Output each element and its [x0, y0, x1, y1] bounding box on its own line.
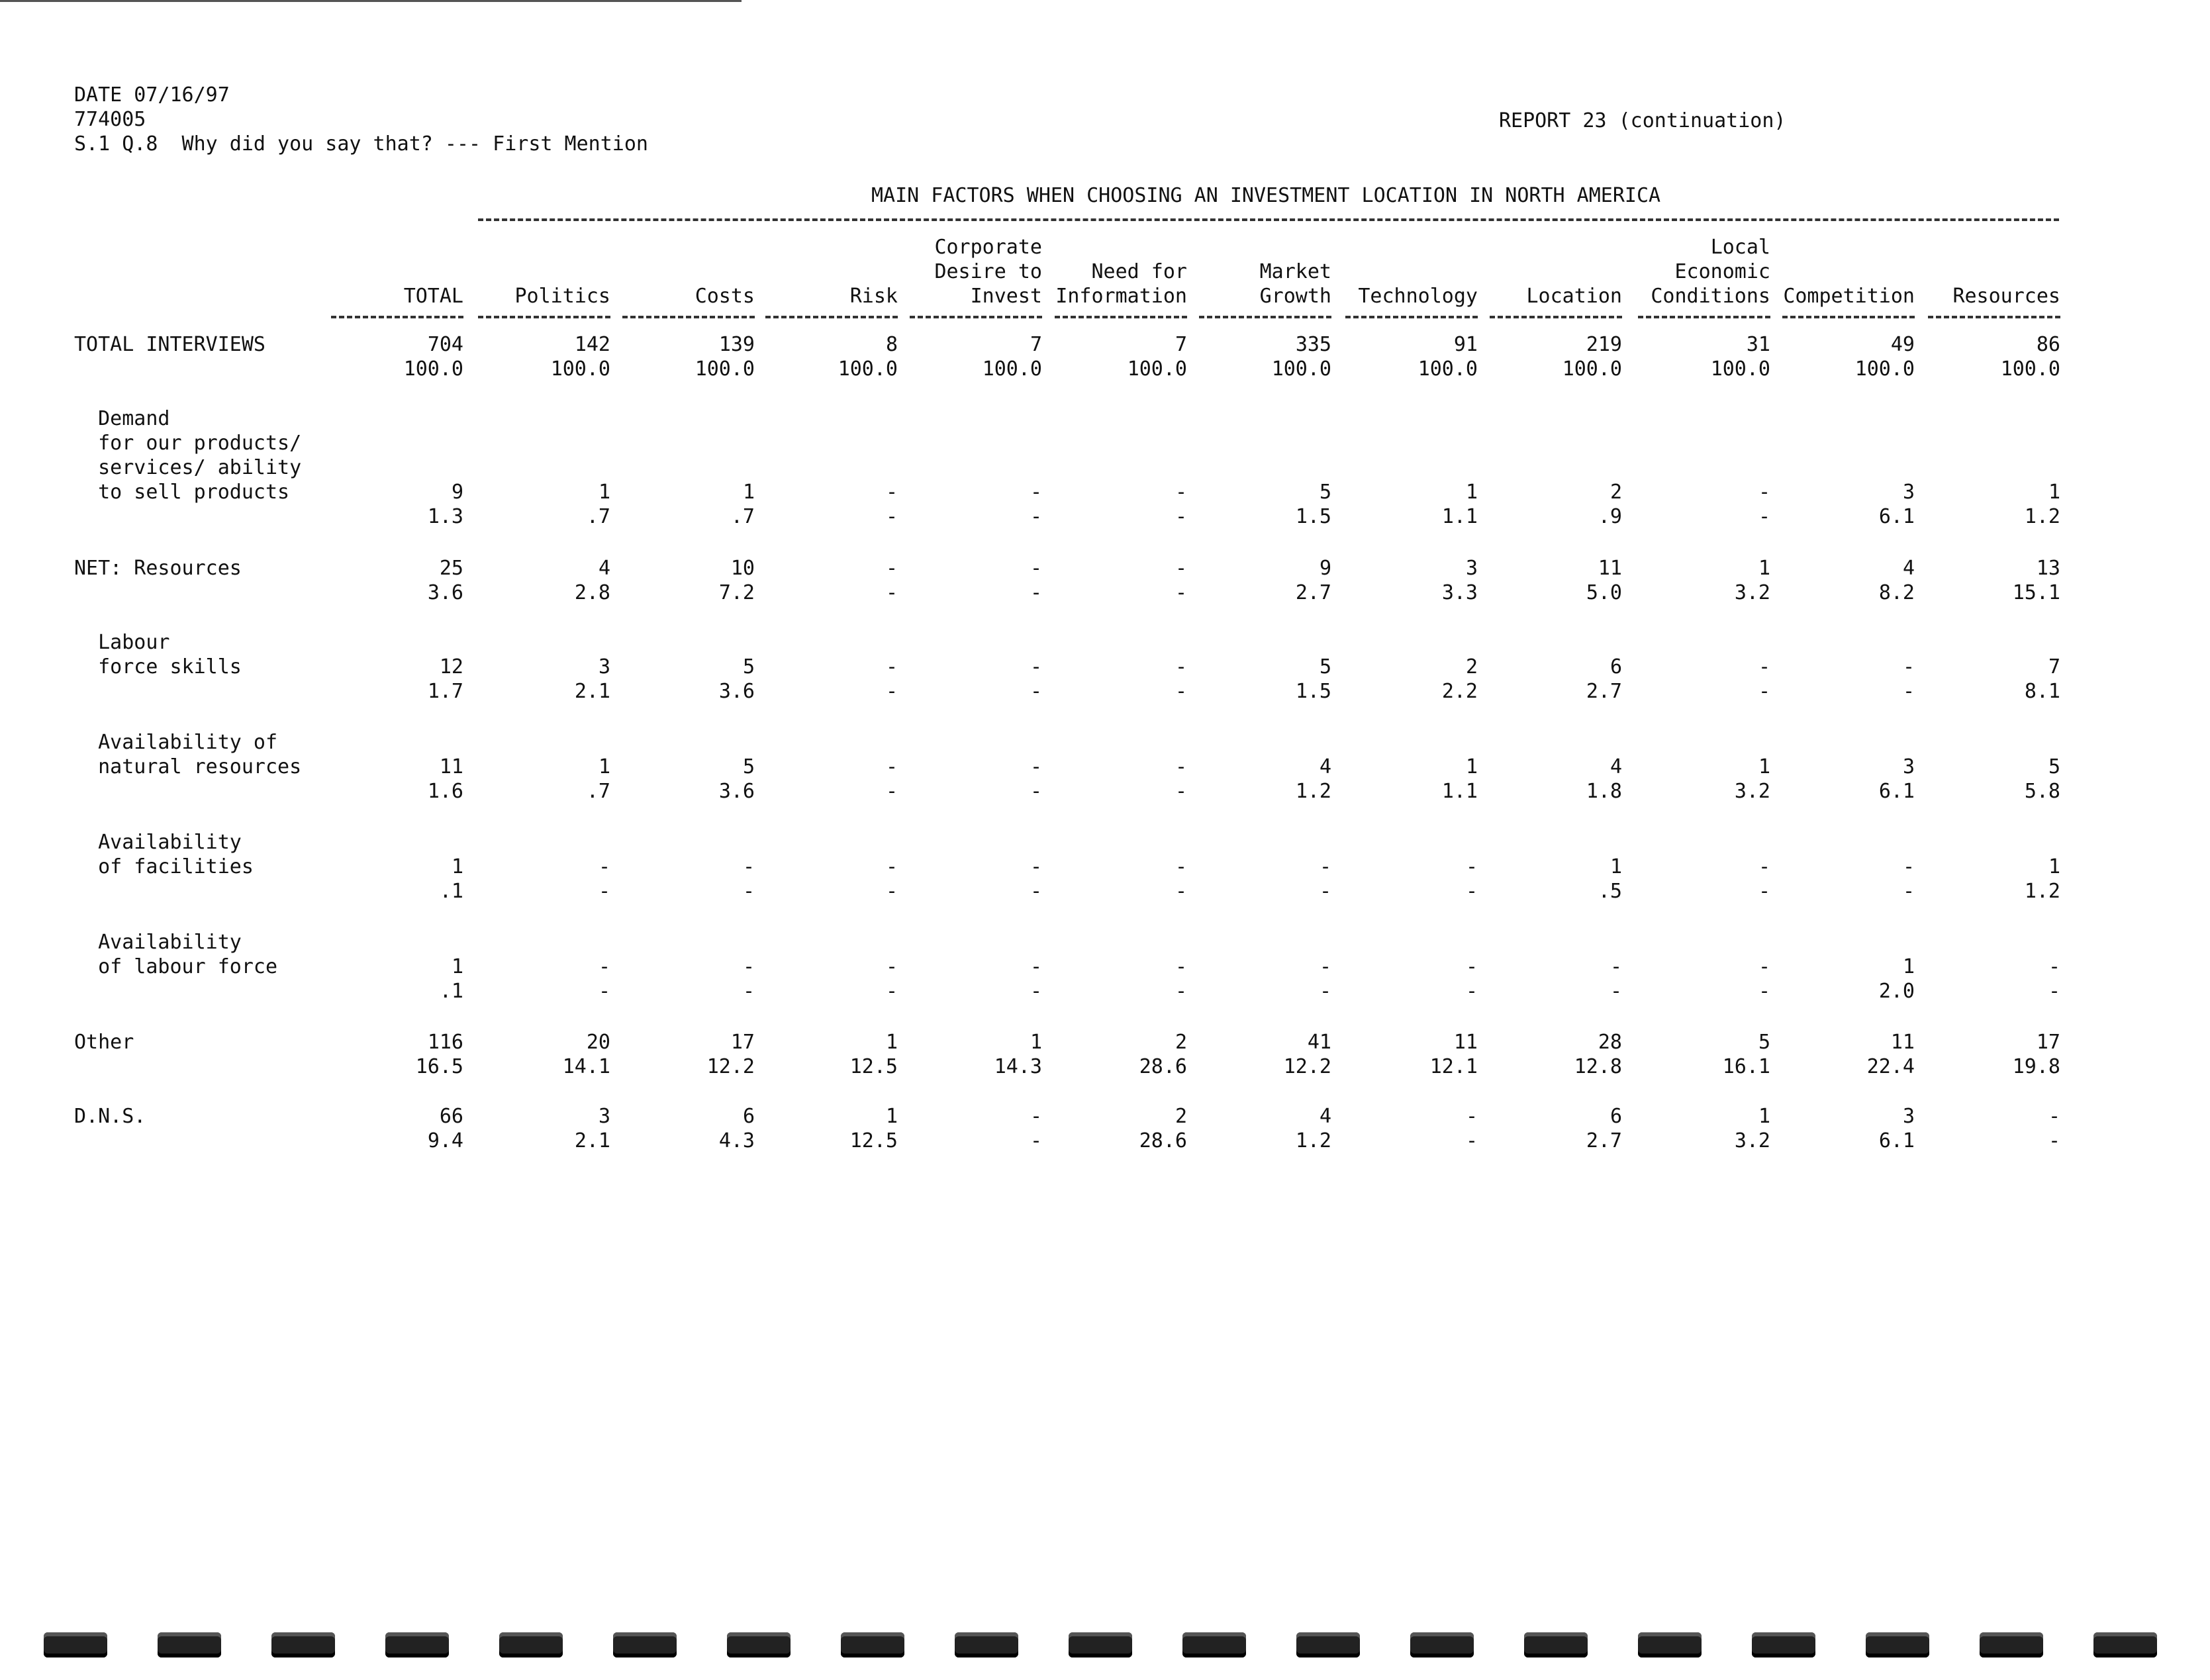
column-header-corporate: Corporate Desire to Invest: [934, 236, 1042, 308]
cell-count: -: [1030, 481, 1042, 504]
cell-percent: 3.6: [718, 680, 755, 703]
cell-count: 3: [1902, 1105, 1915, 1128]
cell-percent: 100.0: [1271, 357, 1331, 381]
cell-percent: 1.7: [427, 680, 463, 703]
cell-percent: -: [1175, 780, 1187, 803]
cell-count: 3: [598, 1105, 610, 1128]
cell-count: 11: [1890, 1031, 1915, 1054]
cell-percent: -: [885, 980, 898, 1003]
cell-count: 25: [439, 557, 463, 580]
cell-count: 5: [1758, 1031, 1770, 1054]
cell-percent: 2.7: [1586, 680, 1622, 703]
cell-percent: 28.6: [1139, 1129, 1187, 1152]
cell-count: -: [742, 955, 755, 978]
column-underline-localecon: [1638, 316, 1770, 318]
cell-count: -: [1030, 855, 1042, 878]
column-underline-competition: [1782, 316, 1915, 318]
cell-count: 17: [730, 1031, 755, 1054]
row-label: Availability of natural resources: [98, 731, 302, 778]
cell-count: 1: [1758, 1105, 1770, 1128]
column-underline-politics: [478, 316, 610, 318]
cell-percent: 100.0: [1710, 357, 1770, 381]
cell-count: -: [2048, 955, 2060, 978]
cell-percent: 1.5: [1295, 680, 1331, 703]
top-edge-rule: [0, 0, 742, 2]
cell-percent: 6.1: [1878, 505, 1915, 528]
cell-percent: 3.2: [1734, 1129, 1770, 1152]
cell-count: -: [1175, 955, 1187, 978]
cell-count: 5: [1319, 655, 1331, 678]
column-underline-risk: [765, 316, 898, 318]
column-header-risk: Risk: [849, 285, 898, 308]
cell-percent: -: [885, 880, 898, 903]
row-label: D.N.S.: [74, 1105, 146, 1128]
cell-percent: -: [2048, 1129, 2060, 1152]
report-id: 774005: [74, 108, 146, 131]
cell-percent: 1.5: [1295, 505, 1331, 528]
cell-percent: 100.0: [695, 357, 755, 381]
cell-percent: -: [1319, 980, 1331, 1003]
cell-count: -: [1175, 655, 1187, 678]
cell-count: -: [1319, 955, 1331, 978]
cell-percent: .1: [439, 980, 463, 1003]
cell-percent: 100.0: [1562, 357, 1622, 381]
cell-percent: 12.1: [1429, 1055, 1478, 1078]
column-underline-total: [331, 316, 463, 318]
cell-percent: -: [2048, 980, 2060, 1003]
column-underline-location: [1490, 316, 1622, 318]
cell-count: 9: [451, 481, 463, 504]
cell-percent: .9: [1598, 505, 1622, 528]
cell-percent: -: [885, 505, 898, 528]
cell-count: -: [1030, 755, 1042, 778]
cell-percent: 12.2: [706, 1055, 755, 1078]
cell-percent: 1.1: [1441, 505, 1478, 528]
cell-count: 2: [1175, 1105, 1187, 1128]
cell-count: 3: [1902, 755, 1915, 778]
cell-percent: 1.2: [2024, 505, 2060, 528]
cell-count: -: [1175, 755, 1187, 778]
cell-percent: .1: [439, 880, 463, 903]
cell-count: -: [1030, 955, 1042, 978]
cell-count: 142: [574, 333, 610, 356]
cell-count: 1: [1030, 1031, 1042, 1054]
cell-count: 4: [1609, 755, 1622, 778]
cell-count: -: [885, 557, 898, 580]
cell-percent: 2.2: [1441, 680, 1478, 703]
column-header-localecon: Local Economic Conditions: [1651, 236, 1770, 308]
column-underline-resources: [1928, 316, 2060, 318]
cell-count: -: [885, 655, 898, 678]
cell-percent: -: [1175, 680, 1187, 703]
banner-title: MAIN FACTORS WHEN CHOOSING AN INVESTMENT LOCATION IN NORTH AMERICA: [871, 184, 1661, 207]
cell-percent: -: [1030, 880, 1042, 903]
binding-hole: [1069, 1632, 1132, 1657]
cell-percent: 1.2: [1295, 1129, 1331, 1152]
cell-count: -: [1465, 855, 1478, 878]
column-underline-needinfo: [1055, 316, 1187, 318]
cell-percent: 100.0: [838, 357, 898, 381]
cell-count: 20: [586, 1031, 610, 1054]
cell-count: 4: [1319, 1105, 1331, 1128]
cell-percent: -: [885, 680, 898, 703]
cell-percent: -: [1609, 980, 1622, 1003]
cell-percent: 12.8: [1574, 1055, 1622, 1078]
cell-percent: 100.0: [1417, 357, 1478, 381]
binding-hole: [44, 1632, 107, 1657]
column-header-resources: Resources: [1952, 285, 2060, 308]
column-header-politics: Politics: [514, 285, 610, 308]
cell-count: 1: [1609, 855, 1622, 878]
cell-percent: -: [885, 780, 898, 803]
cell-count: -: [1902, 855, 1915, 878]
cell-percent: 2.7: [1295, 581, 1331, 604]
cell-percent: 15.1: [2012, 581, 2060, 604]
column-header-needinfo: Need for Information: [1055, 260, 1187, 308]
cell-percent: 100.0: [982, 357, 1042, 381]
column-underline-costs: [622, 316, 755, 318]
cell-percent: -: [1902, 880, 1915, 903]
cell-percent: -: [1758, 980, 1770, 1003]
cell-percent: -: [1175, 980, 1187, 1003]
cell-count: 7: [2048, 655, 2060, 678]
cell-percent: 6.1: [1878, 1129, 1915, 1152]
cell-count: 1: [1758, 557, 1770, 580]
cell-count: -: [1319, 855, 1331, 878]
cell-percent: 2.1: [574, 1129, 610, 1152]
cell-percent: 4.3: [718, 1129, 755, 1152]
cell-percent: -: [1175, 581, 1187, 604]
cell-percent: 1.6: [427, 780, 463, 803]
cell-percent: -: [598, 980, 610, 1003]
cell-count: 1: [1902, 955, 1915, 978]
cell-percent: -: [1175, 880, 1187, 903]
cell-percent: 1.3: [427, 505, 463, 528]
banner-dashed-rule: [478, 218, 2059, 221]
binding-hole: [2093, 1632, 2157, 1657]
binding-hole: [727, 1632, 791, 1657]
cell-percent: 16.5: [415, 1055, 463, 1078]
cell-percent: -: [742, 980, 755, 1003]
cell-count: 12: [439, 655, 463, 678]
cell-percent: -: [1175, 505, 1187, 528]
cell-count: 11: [1453, 1031, 1478, 1054]
cell-count: -: [885, 481, 898, 504]
column-header-technology: Technology: [1358, 285, 1478, 308]
cell-percent: -: [1030, 581, 1042, 604]
cell-percent: 1.8: [1586, 780, 1622, 803]
column-header-competition: Competition: [1783, 285, 1915, 308]
binding-hole: [841, 1632, 904, 1657]
cell-percent: .5: [1598, 880, 1622, 903]
cell-percent: 12.5: [849, 1129, 898, 1152]
cell-count: 5: [2048, 755, 2060, 778]
cell-percent: 3.2: [1734, 581, 1770, 604]
cell-percent: 3.2: [1734, 780, 1770, 803]
cell-count: 4: [1319, 755, 1331, 778]
column-header-market: Market Growth: [1259, 260, 1331, 308]
cell-count: 10: [730, 557, 755, 580]
cell-percent: -: [1758, 880, 1770, 903]
binding-hole: [158, 1632, 221, 1657]
cell-percent: 9.4: [427, 1129, 463, 1152]
cell-percent: 8.1: [2024, 680, 2060, 703]
cell-percent: -: [598, 880, 610, 903]
cell-count: 66: [439, 1105, 463, 1128]
cell-percent: -: [1030, 505, 1042, 528]
cell-percent: 28.6: [1139, 1055, 1187, 1078]
cell-percent: 100.0: [550, 357, 610, 381]
cell-count: 4: [598, 557, 610, 580]
cell-count: -: [1030, 1105, 1042, 1128]
cell-percent: 1.2: [2024, 880, 2060, 903]
cell-count: 6: [1609, 1105, 1622, 1128]
cell-count: 2: [1175, 1031, 1187, 1054]
cell-count: 1: [885, 1031, 898, 1054]
cell-percent: -: [1030, 1129, 1042, 1152]
cell-count: 1: [1758, 755, 1770, 778]
cell-count: 3: [1465, 557, 1478, 580]
cell-count: 91: [1453, 333, 1478, 356]
cell-count: 1: [598, 481, 610, 504]
column-header-total: TOTAL: [403, 285, 463, 308]
cell-percent: 2.0: [1878, 980, 1915, 1003]
cell-count: -: [1758, 955, 1770, 978]
cell-percent: 5.8: [2024, 780, 2060, 803]
row-label: Availability of facilities: [98, 831, 254, 878]
binding-hole: [1410, 1632, 1474, 1657]
cell-percent: 100.0: [403, 357, 463, 381]
cell-percent: 16.1: [1722, 1055, 1770, 1078]
row-label: Demand for our products/ services/ ability to sell products: [98, 407, 302, 504]
binding-hole: [1866, 1632, 1929, 1657]
cell-count: -: [1030, 655, 1042, 678]
cell-count: 1: [885, 1105, 898, 1128]
cell-percent: 3.6: [427, 581, 463, 604]
binding-hole: [1182, 1632, 1246, 1657]
cell-count: -: [1175, 855, 1187, 878]
cell-percent: 100.0: [1854, 357, 1915, 381]
cell-percent: 14.1: [562, 1055, 610, 1078]
cell-count: 13: [2036, 557, 2060, 580]
binding-hole: [955, 1632, 1018, 1657]
cell-percent: .7: [586, 505, 610, 528]
cell-count: 3: [1902, 481, 1915, 504]
cell-count: 9: [1319, 557, 1331, 580]
row-label: NET: Resources: [74, 557, 242, 580]
binding-hole: [1638, 1632, 1702, 1657]
cell-count: 1: [1465, 481, 1478, 504]
cell-percent: -: [885, 581, 898, 604]
cell-percent: 6.1: [1878, 780, 1915, 803]
cell-percent: 22.4: [1866, 1055, 1915, 1078]
column-underline-corporate: [910, 316, 1042, 318]
cell-count: 1: [451, 855, 463, 878]
cell-percent: -: [1465, 880, 1478, 903]
cell-count: -: [1175, 557, 1187, 580]
cell-count: -: [885, 855, 898, 878]
cell-percent: .7: [730, 505, 755, 528]
cell-count: 41: [1307, 1031, 1331, 1054]
cell-count: -: [1175, 481, 1187, 504]
cell-count: -: [885, 955, 898, 978]
cell-percent: 19.8: [2012, 1055, 2060, 1078]
column-underline-technology: [1345, 316, 1478, 318]
question-line: S.1 Q.8 Why did you say that? --- First Mention: [74, 132, 648, 156]
cell-count: 139: [718, 333, 755, 356]
row-label: Labour force skills: [98, 631, 242, 678]
cell-percent: -: [1319, 880, 1331, 903]
report-number: REPORT 23 (continuation): [1499, 109, 1786, 132]
row-label: TOTAL INTERVIEWS: [74, 333, 265, 356]
cell-percent: 7.2: [718, 581, 755, 604]
cell-count: -: [1758, 655, 1770, 678]
binding-hole: [1296, 1632, 1360, 1657]
binding-hole: [1980, 1632, 2043, 1657]
cell-count: -: [1758, 855, 1770, 878]
binding-hole: [1524, 1632, 1588, 1657]
cell-percent: 8.2: [1878, 581, 1915, 604]
cell-percent: -: [1030, 780, 1042, 803]
cell-percent: 5.0: [1586, 581, 1622, 604]
cell-percent: 2.1: [574, 680, 610, 703]
cell-count: -: [885, 755, 898, 778]
cell-count: -: [598, 955, 610, 978]
cell-count: 17: [2036, 1031, 2060, 1054]
cell-count: 5: [1319, 481, 1331, 504]
cell-count: 116: [427, 1031, 463, 1054]
cell-count: 1: [742, 481, 755, 504]
cell-count: 5: [742, 655, 755, 678]
cell-count: 8: [885, 333, 898, 356]
cell-count: 219: [1586, 333, 1622, 356]
cell-count: 5: [742, 755, 755, 778]
cell-count: 31: [1746, 333, 1770, 356]
cell-percent: 100.0: [1127, 357, 1187, 381]
report-date: DATE 07/16/97: [74, 83, 230, 107]
cell-percent: 100.0: [2000, 357, 2060, 381]
binding-hole: [385, 1632, 449, 1657]
row-label: Other: [74, 1031, 134, 1054]
cell-count: 1: [598, 755, 610, 778]
cell-percent: 12.5: [849, 1055, 898, 1078]
binding-hole: [613, 1632, 677, 1657]
cell-count: 28: [1598, 1031, 1622, 1054]
cell-count: -: [2048, 1105, 2060, 1128]
cell-percent: 1.1: [1441, 780, 1478, 803]
cell-percent: 3.3: [1441, 581, 1478, 604]
cell-count: -: [1465, 1105, 1478, 1128]
cell-count: 335: [1295, 333, 1331, 356]
cell-count: 1: [2048, 481, 2060, 504]
binding-hole: [271, 1632, 335, 1657]
cell-percent: 2.8: [574, 581, 610, 604]
cell-count: 7: [1030, 333, 1042, 356]
column-header-costs: Costs: [695, 285, 755, 308]
cell-count: 6: [742, 1105, 755, 1128]
cell-count: 2: [1609, 481, 1622, 504]
cell-count: -: [1465, 955, 1478, 978]
cell-count: -: [742, 855, 755, 878]
cell-count: -: [598, 855, 610, 878]
cell-count: -: [1609, 955, 1622, 978]
cell-count: 86: [2036, 333, 2060, 356]
cell-count: 6: [1609, 655, 1622, 678]
cell-count: -: [1758, 481, 1770, 504]
cell-percent: -: [1030, 980, 1042, 1003]
cell-percent: -: [1758, 505, 1770, 528]
cell-percent: 1.2: [1295, 780, 1331, 803]
cell-percent: 2.7: [1586, 1129, 1622, 1152]
cell-percent: 3.6: [718, 780, 755, 803]
cell-count: 704: [427, 333, 463, 356]
cell-percent: -: [1902, 680, 1915, 703]
cell-count: 4: [1902, 557, 1915, 580]
cell-count: 11: [1598, 557, 1622, 580]
column-underline-market: [1199, 316, 1331, 318]
cell-count: 49: [1890, 333, 1915, 356]
cell-count: 11: [439, 755, 463, 778]
cell-count: 1: [451, 955, 463, 978]
row-label: Availability of labour force: [98, 931, 278, 978]
binding-hole: [499, 1632, 563, 1657]
cell-percent: -: [1465, 980, 1478, 1003]
cell-count: -: [1030, 557, 1042, 580]
cell-percent: .7: [586, 780, 610, 803]
cell-count: -: [1902, 655, 1915, 678]
cell-count: 1: [2048, 855, 2060, 878]
cell-percent: -: [1030, 680, 1042, 703]
cell-percent: -: [1465, 1129, 1478, 1152]
cell-count: 1: [1465, 755, 1478, 778]
cell-percent: -: [1758, 680, 1770, 703]
cell-count: 3: [598, 655, 610, 678]
cell-percent: 14.3: [994, 1055, 1042, 1078]
binding-hole: [1752, 1632, 1815, 1657]
cell-percent: -: [742, 880, 755, 903]
cell-percent: 12.2: [1283, 1055, 1331, 1078]
column-header-location: Location: [1526, 285, 1622, 308]
cell-count: 7: [1175, 333, 1187, 356]
cell-count: 2: [1465, 655, 1478, 678]
